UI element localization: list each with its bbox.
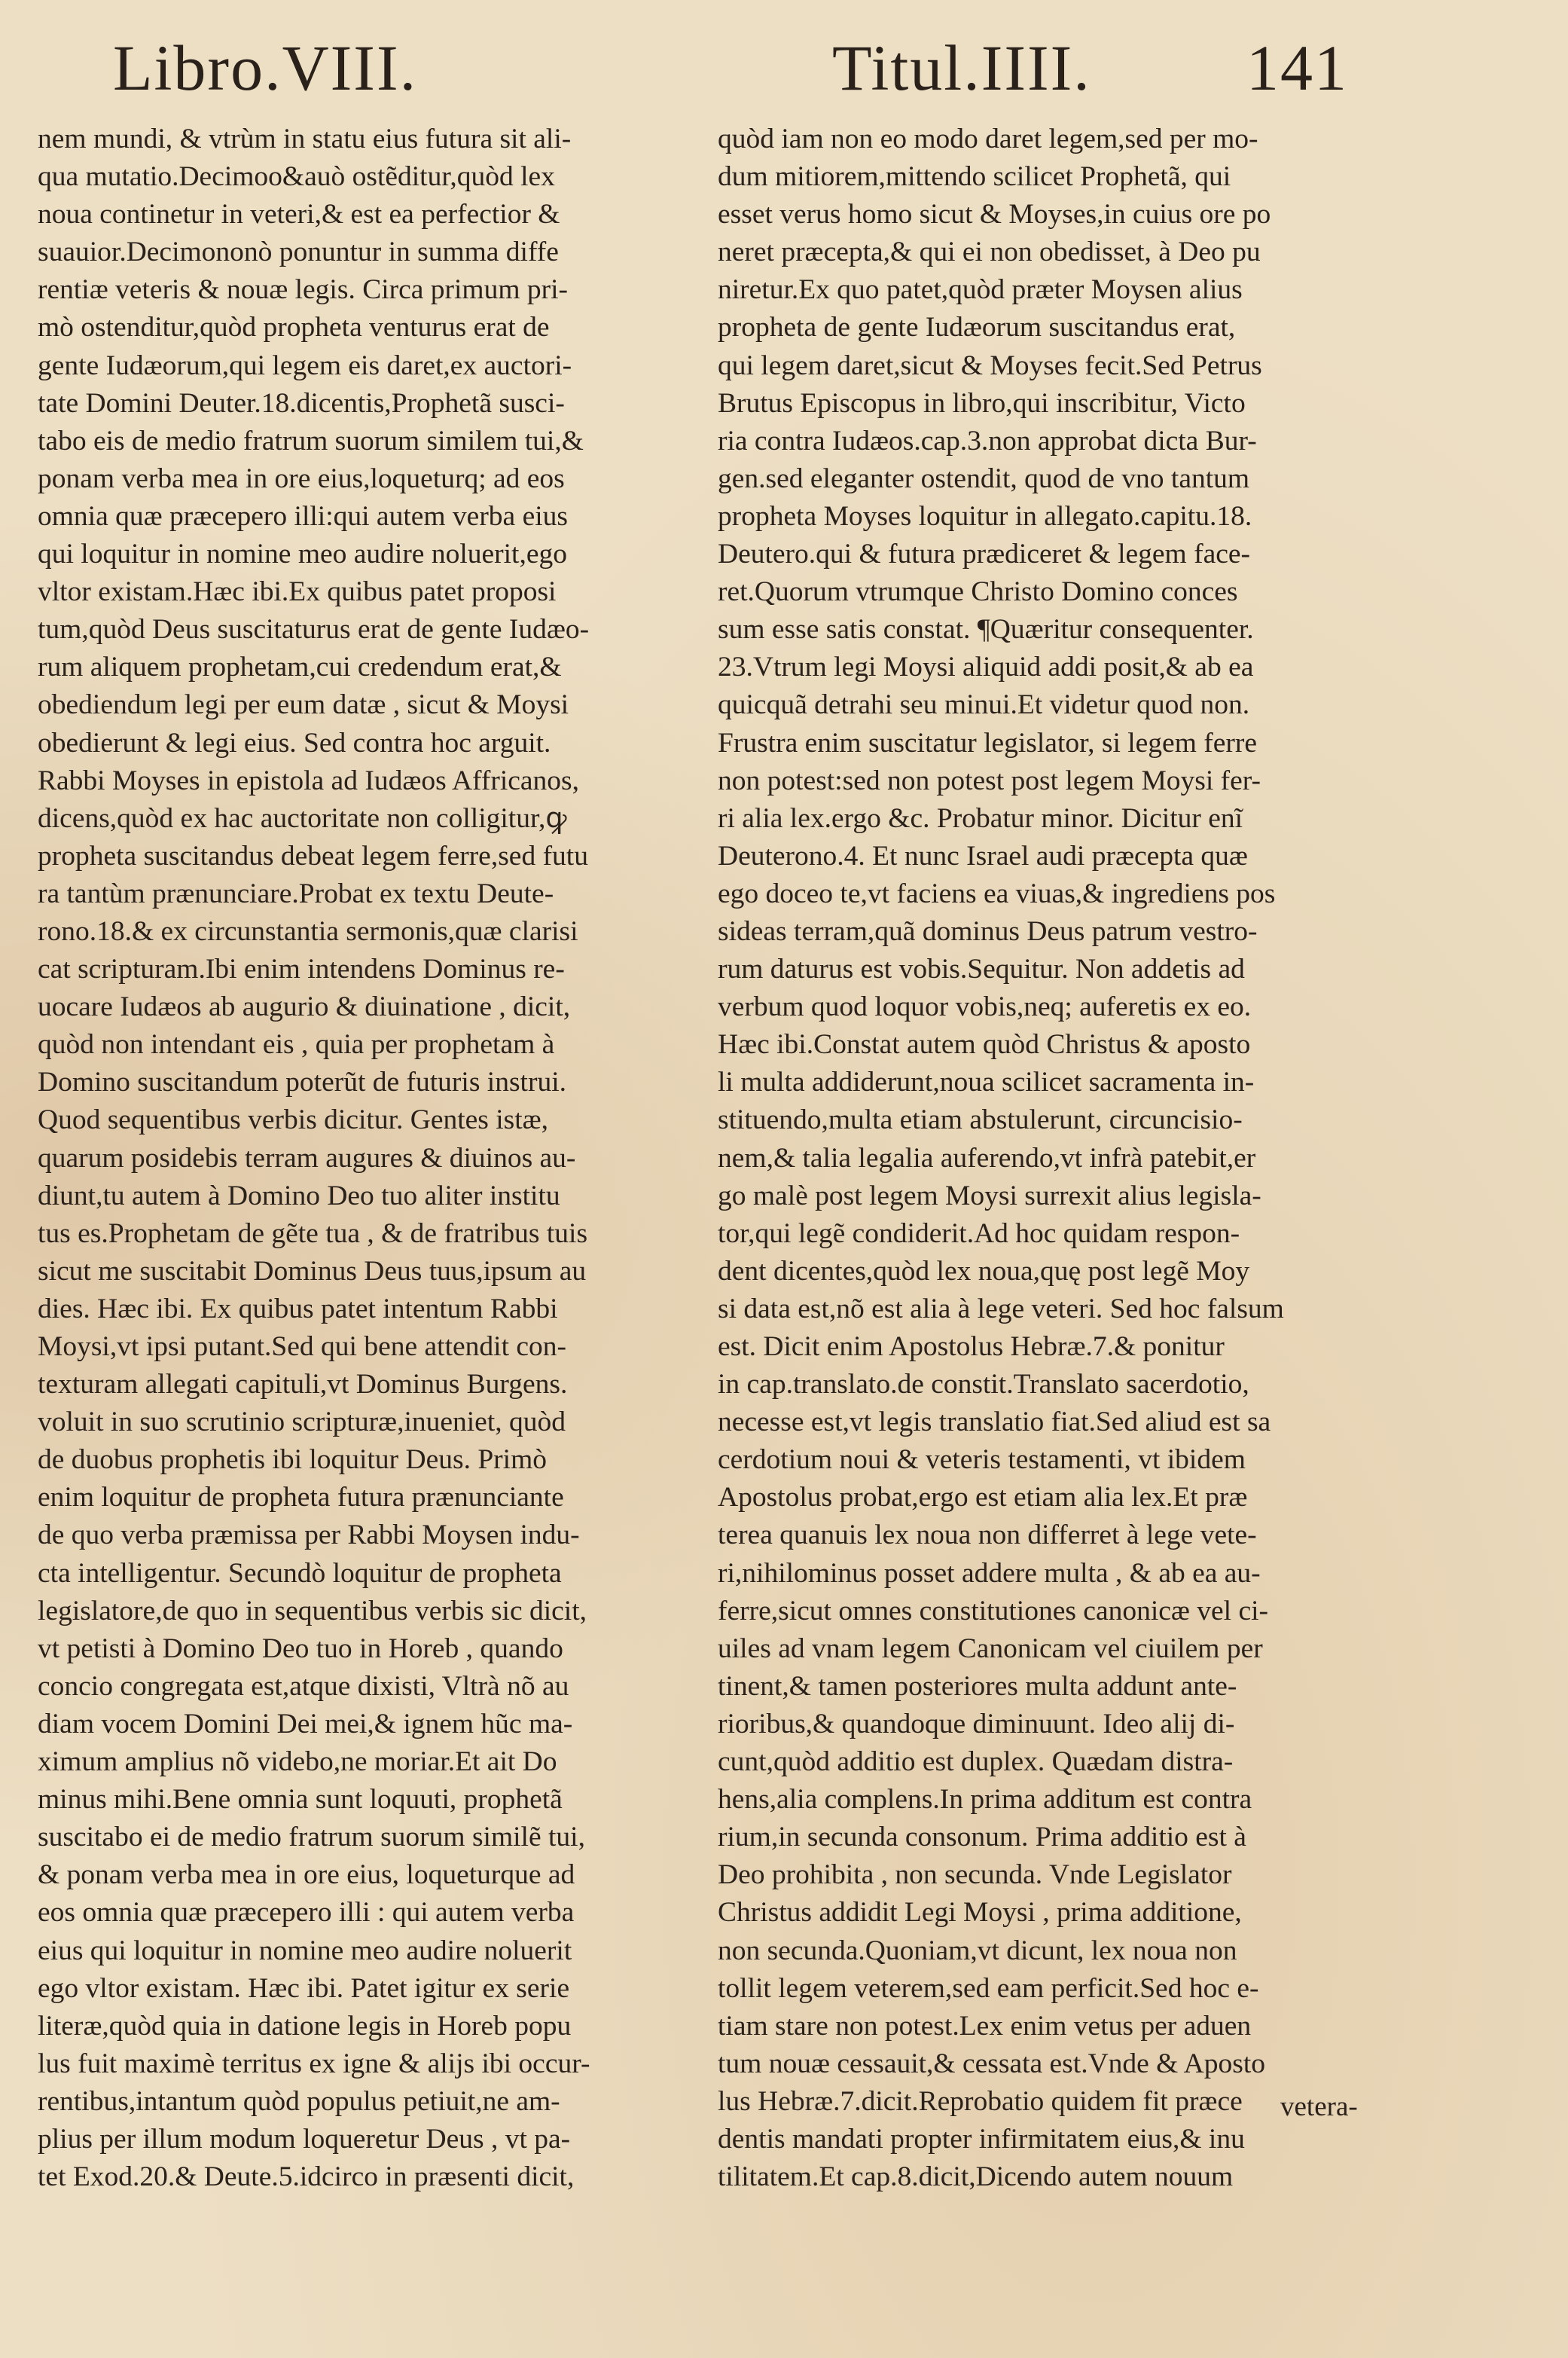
text-line: de quo verba præmissa per Rabbi Moysen indu- (38, 1520, 580, 1551)
text-line: lus fuit maximè territus ex igne & alijs ibi occur- (38, 2048, 590, 2079)
text-line: diunt,tu autem à Domino Deo tuo aliter institu (38, 1180, 560, 1211)
text-line: terea quanuis lex noua non differret à lege vete- (718, 1520, 1257, 1551)
text-line: tum nouæ cessauit,& cessata est.Vnde & Aposto (718, 2048, 1265, 2079)
text-line: Deuterono.4. Et nunc Israel audi præcepta quæ (718, 840, 1248, 872)
text-line: ego vltor existam. Hæc ibi. Patet igitur ex serie (38, 1972, 570, 2004)
text-line: legislatore,de quo in sequentibus verbis sic dicit, (38, 1595, 587, 1626)
text-line: diam vocem Domini Dei mei,& ignem hũc ma- (38, 1708, 573, 1739)
text-line: Deo prohibita , non secunda. Vnde Legislator (718, 1859, 1232, 1891)
text-line: tinent,& tamen posteriores multa addunt ante- (718, 1670, 1237, 1702)
text-line: vt petisti à Domino Deo tuo in Horeb , quando (38, 1633, 563, 1664)
text-line: eos omnia quæ præcepero illi : qui autem verba (38, 1897, 575, 1929)
text-line: sum esse satis constat. ¶Quæritur consequenter. (718, 614, 1254, 646)
text-line: cunt,quòd additio est duplex. Quædam distra- (718, 1746, 1234, 1778)
text-line: qua mutatio.Decimoo&auò ostẽditur,quòd lex (38, 161, 555, 193)
text-line: ri alia lex.ergo &c. Probatur minor. Dicitur enĩ (718, 802, 1243, 834)
text-line: concio congregata est,atque dixisti, Vltrà nõ au (38, 1670, 569, 1702)
text-line: tiam stare non potest.Lex enim vetus per aduen (718, 2010, 1252, 2042)
text-line: quicquã detrahi seu minui.Et videtur quod non. (718, 689, 1250, 721)
text-line: rono.18.& ex circunstantia sermonis,quæ clarisi (38, 915, 578, 947)
catchword: vetera- (1280, 2091, 1358, 2122)
text-line: non secunda.Quoniam,vt dicunt, lex noua non (718, 1935, 1237, 1966)
text-line: gen.sed eleganter ostendit, quod de vno tantum (718, 463, 1250, 494)
text-line: voluit in suo scrutinio scripturæ,inueniet, quòd (38, 1407, 566, 1438)
text-line: 23.Vtrum legi Moysi aliquid addi posit,& ab ea (718, 652, 1254, 683)
text-line: suscitabo ei de medio fratrum suorum similẽ tui, (38, 1822, 585, 1853)
text-line: tor,qui legẽ condiderit.Ad hoc quidam respon- (718, 1217, 1240, 1249)
text-line: lus Hebræ.7.dicit.Reprobatio quidem fit præce (718, 2085, 1243, 2117)
text-line: quarum posidebis terram augures & diuinos au- (38, 1142, 576, 1174)
text-line: go malè post legem Moysi surrexit alius legisla- (718, 1180, 1261, 1211)
text-line: qui loquitur in nomine meo audire noluerit,ego (38, 539, 567, 570)
text-line: obediendum legi per eum datæ , sicut & Moysi (38, 689, 569, 721)
text-line: cta intelligentur. Secundò loquitur de propheta (38, 1557, 562, 1589)
text-line: rum aliquem prophetam,cui credendum erat,& (38, 652, 562, 683)
text-line: gente Iudæorum,qui legem eis daret,ex auctori- (38, 350, 572, 381)
text-line: enim loquitur de propheta futura prænunciante (38, 1482, 564, 1513)
text-line: Moysi,vt ipsi putant.Sed qui bene attendit con- (38, 1331, 566, 1362)
text-line: texturam allegati capituli,vt Dominus Burgens. (38, 1369, 568, 1400)
text-line: Hæc ibi.Constat autem quòd Christus & aposto (718, 1029, 1251, 1061)
text-line: ri,nihilominus posset addere multa , & ab ea au- (718, 1557, 1261, 1589)
text-line: est. Dicit enim Apostolus Hebræ.7.& ponitur (718, 1331, 1225, 1362)
text-line: ponam verba mea in ore eius,loqueturq; ad eos (38, 463, 565, 494)
text-line: Quod sequentibus verbis dicitur. Gentes istæ, (38, 1104, 549, 1136)
text-line: verbum quod loquor vobis,neq; auferetis ex eo. (718, 991, 1252, 1023)
text-line: tum,quòd Deus suscitaturus erat de gente Iudæo- (38, 614, 590, 646)
text-line: si data est,nõ est alia à lege veteri. Sed hoc falsum (718, 1293, 1284, 1324)
text-line: tilitatem.Et cap.8.dicit,Dicendo autem nouum (718, 2161, 1234, 2193)
text-line: omnia quæ præcepero illi:qui autem verba eius (38, 500, 568, 532)
text-line: dicens,quòd ex hac auctoritate non colligitur,ꝙ (38, 802, 567, 834)
text-line: rum daturus est vobis.Sequitur. Non addetis ad (718, 954, 1245, 985)
text-line: rioribus,& quandoque diminuunt. Ideo alij di- (718, 1708, 1235, 1739)
text-line: Brutus Episcopus in libro,qui inscribitur, Victo (718, 387, 1246, 419)
text-line: tus es.Prophetam de gẽte tua , & de fratribus tuis (38, 1217, 588, 1249)
text-line: de duobus prophetis ibi loquitur Deus. Primò (38, 1444, 548, 1476)
text-line: hens,alia complens.In prima additum est contra (718, 1784, 1252, 1816)
text-line: li multa addiderunt,noua scilicet sacramenta in- (718, 1067, 1255, 1098)
text-line: tollit legem veterem,sed eam perficit.Sed hoc e- (718, 1972, 1259, 2004)
text-line: propheta de gente Iudæorum suscitandus erat, (718, 312, 1236, 344)
text-line: propheta suscitandus debeat legem ferre,sed futu (38, 840, 588, 872)
text-line: niretur.Ex quo patet,quòd præter Moysen alius (718, 274, 1243, 306)
text-line: noua continetur in veteri,& est ea perfectior & (38, 199, 560, 231)
text-line: minus mihi.Bene omnia sunt loquuti, prophetã (38, 1784, 563, 1816)
text-line: tabo eis de medio fratrum suorum similem tui,& (38, 425, 584, 457)
text-line: sideas terram,quã dominus Deus patrum vestro- (718, 915, 1258, 947)
text-line: Frustra enim suscitatur legislator, si legem ferre (718, 727, 1257, 759)
text-line: ego doceo te,vt faciens ea viuas,& ingrediens pos (718, 878, 1276, 909)
right-text-column (718, 121, 1365, 2196)
text-line: vltor existam.Hæc ibi.Ex quibus patet proposi (38, 576, 557, 608)
text-line: neret præcepta,& qui ei non obedisset, à Deo pu (718, 237, 1261, 268)
text-line: uiles ad vnam legem Canonicam vel ciuilem per (718, 1633, 1263, 1664)
page-number: 141 (1246, 32, 1348, 104)
text-line: Deutero.qui & futura prædiceret & legem face- (718, 539, 1250, 570)
text-line: literæ,quòd quia in datione legis in Horeb popu (38, 2010, 572, 2042)
running-head-title: Titul.IIII. (832, 32, 1091, 104)
text-line: sicut me suscitabit Dominus Deus tuus,ipsum au (38, 1255, 587, 1287)
text-line: Domino suscitandum poterũt de futuris instrui. (38, 1067, 567, 1098)
text-line: suauior.Decimononò ponuntur in summa diffe (38, 237, 559, 268)
text-line: Apostolus probat,ergo est etiam alia lex.Et præ (718, 1482, 1248, 1513)
text-line: uocare Iudæos ab augurio & diuinatione , dicit, (38, 991, 571, 1023)
text-line: tet Exod.20.& Deute.5.idcirco in præsenti dicit, (38, 2161, 575, 2193)
text-line: eius qui loquitur in nomine meo audire noluerit (38, 1935, 572, 1966)
text-line: necesse est,vt legis translatio fiat.Sed aliud est sa (718, 1407, 1271, 1438)
text-line: rium,in secunda consonum. Prima additio est à (718, 1822, 1246, 1853)
text-line: quòd non intendant eis , quia per prophetam à (38, 1029, 555, 1061)
text-line: ra tantùm prænunciare.Probat ex textu Deute- (38, 878, 554, 909)
text-line: esset verus homo sicut & Moyses,in cuius ore po (718, 199, 1271, 231)
text-line: obedierunt & legi eius. Sed contra hoc arguit. (38, 727, 551, 759)
text-line: dent dicentes,quòd lex noua,quę post legẽ Moy (718, 1255, 1250, 1287)
text-line: nem mundi, & vtrùm in statu eius futura sit ali- (38, 124, 572, 154)
text-line: quòd iam non eo modo daret legem,sed per mo- (718, 124, 1258, 154)
text-line: in cap.translato.de constit.Translato sacerdotio, (718, 1369, 1249, 1400)
text-line: dum mitiorem,mittendo scilicet Prophetã, qui (718, 161, 1231, 193)
text-line: plius per illum modum loqueretur Deus , vt pa- (38, 2123, 571, 2155)
text-line: dies. Hæc ibi. Ex quibus patet intentum Rabbi (38, 1293, 558, 1324)
text-line: rentiæ veteris & nouæ legis. Circa primum pri- (38, 274, 569, 306)
text-line: propheta Moyses loquitur in allegato.capitu.18. (718, 500, 1252, 532)
text-line: ximum amplius nõ videbo,ne moriar.Et ait Do (38, 1746, 557, 1778)
text-line: Christus addidit Legi Moysi , prima additione, (718, 1897, 1242, 1929)
text-line: cerdotium noui & veteris testamenti, vt ibidem (718, 1444, 1246, 1476)
text-line: ret.Quorum vtrumque Christo Domino conces (718, 576, 1238, 608)
text-line: & ponam verba mea in ore eius, loqueturque ad (38, 1859, 575, 1891)
text-line: Rabbi Moyses in epistola ad Iudæos Affricanos, (38, 765, 580, 796)
text-line: stituendo,multa etiam abstulerunt, circuncisio- (718, 1104, 1243, 1136)
text-line: dentis mandati propter infirmitatem eius,& inu (718, 2123, 1245, 2155)
running-head-book: Libro.VIII. (113, 32, 418, 104)
text-line: nem,& talia legalia auferendo,vt infrà patebit,er (718, 1142, 1256, 1174)
text-line: tate Domini Deuter.18.dicentis,Prophetã susci- (38, 387, 565, 419)
text-line: ria contra Iudæos.cap.3.non approbat dicta Bur- (718, 425, 1257, 457)
text-line: ferre,sicut omnes constitutiones canonicæ vel ci- (718, 1595, 1269, 1626)
text-line: rentibus,intantum quòd populus petiuit,ne am- (38, 2085, 560, 2117)
text-line: qui legem daret,sicut & Moyses fecit.Sed Petrus (718, 350, 1262, 381)
text-line: cat scripturam.Ibi enim intendens Dominus re- (38, 954, 565, 985)
text-line: mò ostenditur,quòd propheta venturus erat de (38, 312, 550, 344)
text-line: non potest:sed non potest post legem Moysi fer- (718, 765, 1261, 796)
left-text-column (38, 121, 685, 2196)
